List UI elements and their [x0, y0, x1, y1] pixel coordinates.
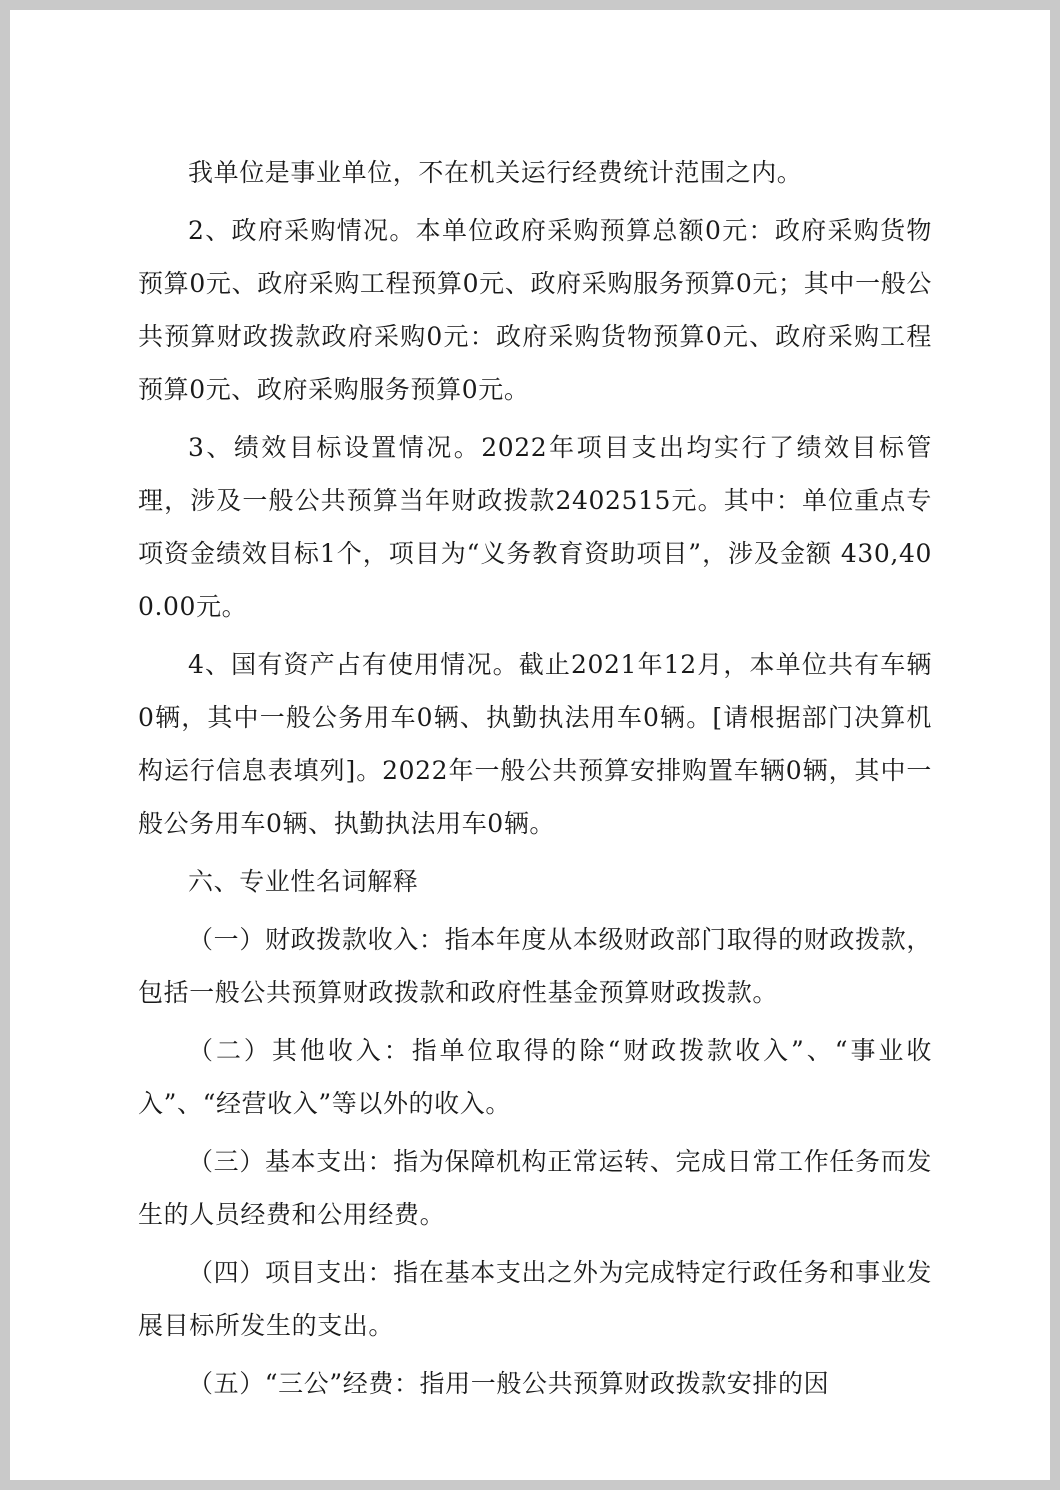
- paragraph-performance-targets: 3、绩效目标设置情况。2022年项目支出均实行了绩效目标管理，涉及一般公共预算当年财政拨款2402515元。其中：单位重点专项资金绩效目标1个，项目为“义务教育资助项目”，涉及金额 430,400.00元。: [138, 433, 932, 621]
- document-body: [138, 146, 932, 1415]
- definition-item: （三）基本支出：指为保障机构正常运转、完成日常工作任务而发生的人员经费和公用经费。: [138, 1147, 932, 1229]
- definition-item: （四）项目支出：指在基本支出之外为完成特定行政任务和事业发展目标所发生的支出。: [138, 1258, 932, 1340]
- section-heading: 六、专业性名词解释: [188, 867, 419, 896]
- paragraph-state-assets: 4、国有资产占有使用情况。截止2021年12月，本单位共有车辆0辆，其中一般公务用车0辆、执勤执法用车0辆。[请根据部门决算机构运行信息表填列]。2022年一般公共预算安排购置车辆0辆，其中一般公务用车0辆、执勤执法用车0辆。: [138, 650, 932, 838]
- definition-item: （一）财政拨款收入：指本年度从本级财政部门取得的财政拨款，包括一般公共预算财政拨款和政府性基金预算财政拨款。: [138, 925, 932, 1007]
- paragraph-scope-note: 我单位是事业单位，不在机关运行经费统计范围之内。: [188, 158, 803, 187]
- definition-item: （二）其他收入：指单位取得的除“财政拨款收入”、“事业收入”、“经营收入”等以外的收入。: [138, 1036, 932, 1118]
- definition-item: （五）“三公”经费：指用一般公共预算财政拨款安排的因: [188, 1369, 830, 1398]
- paragraph-procurement: 2、政府采购情况。本单位政府采购预算总额0元：政府采购货物预算0元、政府采购工程预算0元、政府采购服务预算0元；其中一般公共预算财政拨款政府采购0元：政府采购货物预算0元、政府采购工程预算0元、政府采购服务预算0元。: [138, 216, 932, 404]
- document-page: [10, 10, 1050, 1480]
